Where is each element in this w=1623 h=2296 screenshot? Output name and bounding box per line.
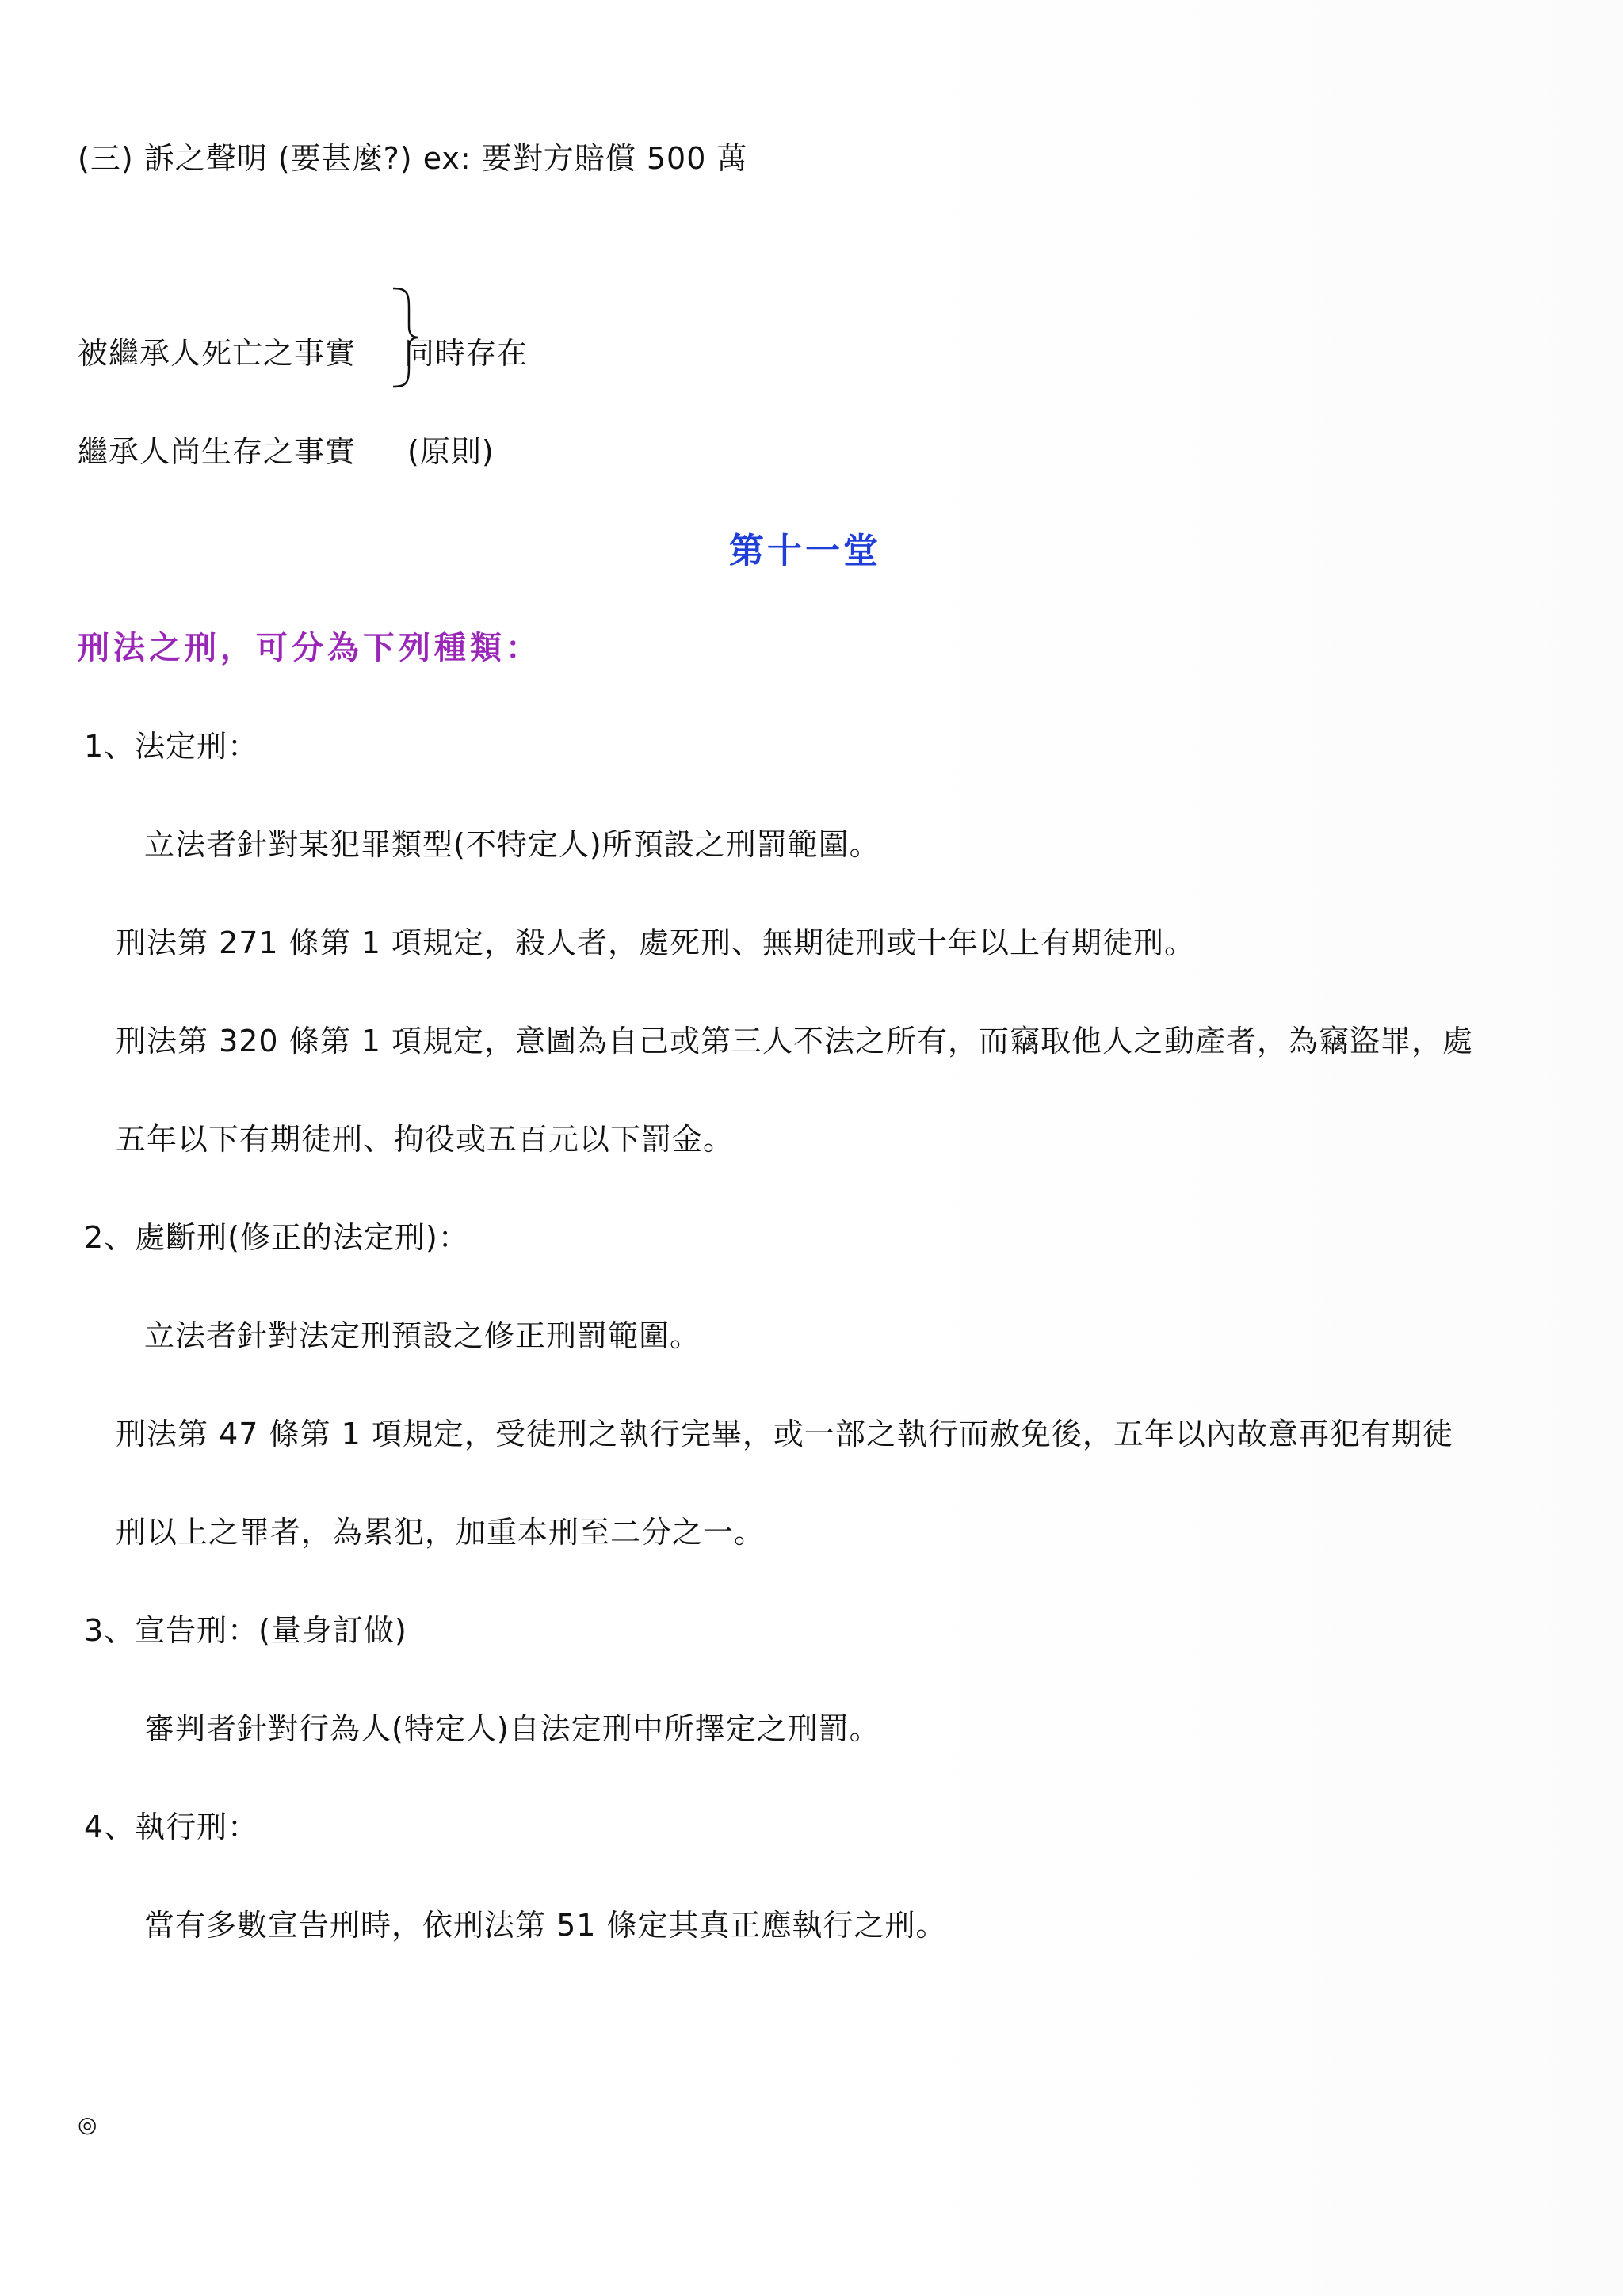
- item-example: 刑法第 47 條第 1 項規定，受徒刑之執行完畢，或一部之執行而赦免後，五年以內故意再犯有期徒: [116, 1417, 1453, 1451]
- footer-mark: ◎: [78, 2111, 98, 2138]
- fact-deceased-line: 被繼承人死亡之事實: [78, 336, 357, 371]
- item-heading: 4、執行刑：: [84, 1810, 259, 1844]
- item-example: 刑法第 320 條第 1 項規定，意圖為自己或第三人不法之所有，而竊取他人之動產者，為竊盜罪，處: [116, 1024, 1474, 1058]
- claim-line: (三) 訴之聲明 (要甚麼?) ex: 要對方賠償 500 萬: [78, 141, 748, 176]
- item-heading: 2、處斷刑(修正的法定刑)：: [84, 1220, 469, 1255]
- item-example: 刑以上之罪者，為累犯，加重本刑至二分之一。: [116, 1515, 766, 1550]
- bracket-text: 同時存在: [404, 336, 529, 371]
- lesson-title: 第十一堂: [729, 531, 881, 571]
- item-heading: 1、法定刑：: [84, 729, 259, 764]
- fact-heir-line: 繼承人尚生存之事實: [78, 434, 357, 469]
- item-definition: 立法者針對某犯罪類型(不特定人)所預設之刑罰範圍。: [144, 827, 880, 862]
- item-example: 五年以下有期徒刑、拘役或五百元以下罰金。: [116, 1122, 735, 1157]
- principle-note: (原則): [407, 434, 495, 469]
- item-example: 刑法第 271 條第 1 項規定，殺人者，處死刑、無期徒刑或十年以上有期徒刑。: [116, 925, 1196, 960]
- item-definition: 當有多數宣告刑時，依刑法第 51 條定其真正應執行之刑。: [144, 1908, 947, 1943]
- item-definition: 立法者針對法定刑預設之修正刑罰範圍。: [144, 1318, 701, 1353]
- section-title: 刑法之刑，可分為下列種類：: [78, 630, 541, 666]
- item-definition: 審判者針對行為人(特定人)自法定刑中所擇定之刑罰。: [144, 1711, 880, 1746]
- item-heading: 3、宣告刑：(量身訂做): [84, 1613, 407, 1648]
